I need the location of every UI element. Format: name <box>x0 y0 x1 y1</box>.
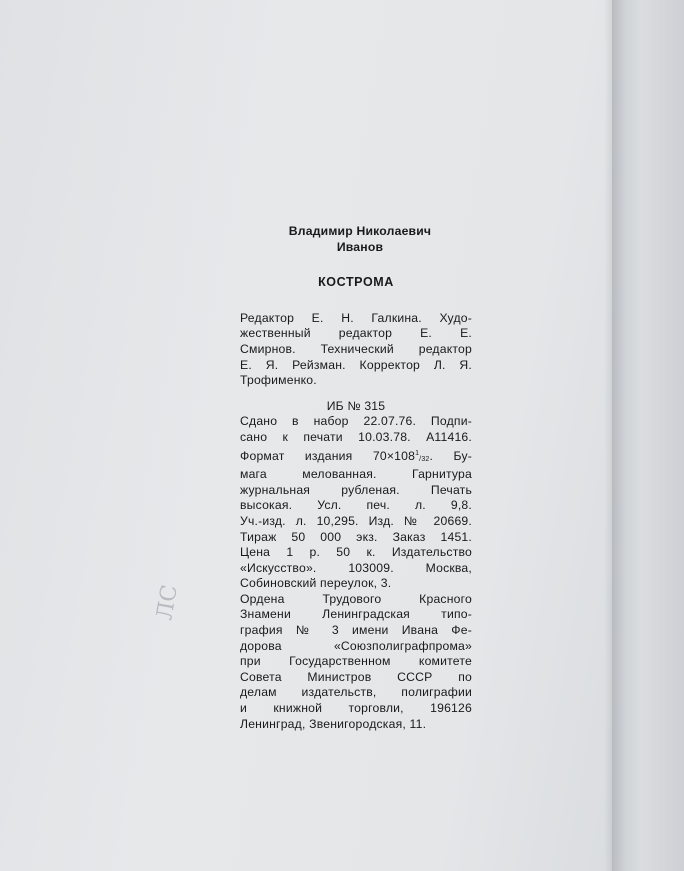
credits-line: жественный редактор Е. Е. <box>240 326 472 341</box>
ib-number: ИБ № 315 <box>326 398 386 413</box>
printer-line: при Государственном комитете <box>240 654 472 669</box>
author-first-names: Владимир Николаевич <box>288 224 432 238</box>
imprint-line: Собиновский переулок, 3. <box>240 576 392 591</box>
credits-block <box>240 311 472 389</box>
imprint-line: журнальная рубленая. Печать <box>240 482 472 497</box>
printer-line: делам издательств, полиграфии <box>240 685 472 700</box>
printer-line: и книжной торговли, 196126 <box>240 701 472 716</box>
imprint-line: сано к печати 10.03.78. А11416. <box>240 429 472 444</box>
pencil-mark: ЛС <box>152 582 183 623</box>
format-sup: 1 <box>415 449 420 457</box>
imprint-line: Уч.-изд. л. 10,295. Изд. № 20669. <box>240 513 472 528</box>
imprint-line: высокая. Усл. печ. л. 9,8. <box>240 498 472 513</box>
printer-line: Ордена Трудового Красного <box>240 591 472 606</box>
format-suffix: . Бу- <box>429 448 472 463</box>
imprint-block <box>240 414 472 592</box>
book-title: КОСТРОМА <box>318 275 394 290</box>
credits-line: Смирнов. Технический редактор <box>240 341 472 356</box>
format-sub: /32 <box>419 455 430 463</box>
imprint-line: Цена 1 р. 50 к. Издательство <box>240 545 472 560</box>
format-line <box>240 446 472 468</box>
imprint-line: «Искусство». 103009. Москва, <box>240 560 472 575</box>
credits-line: Трофименко. <box>240 373 317 388</box>
printer-line: Совета Министров СССР по <box>240 669 472 684</box>
imprint-line: Сдано в набор 22.07.76. Подпи- <box>240 414 472 429</box>
printer-line: дорова «Союзполиграфпрома» <box>240 638 472 653</box>
printer-block <box>240 592 472 732</box>
colophon <box>240 224 472 732</box>
printer-line: Ленинград, Звенигородская, 11. <box>240 716 427 731</box>
imprint-line: Тираж 50 000 экз. Заказ 1451. <box>240 529 472 544</box>
format-prefix: Формат издания 70×108 <box>240 448 416 463</box>
imprint-line: мага мелованная. Гарнитура <box>240 467 472 482</box>
author-surname: Иванов <box>336 239 384 254</box>
book-binding-edge <box>612 0 684 871</box>
printer-line: графия № 3 имени Ивана Фе- <box>240 623 472 638</box>
credits-line: Е. Я. Рейзман. Корректор Л. Я. <box>240 357 472 372</box>
printer-line: Знамени Ленинградская типо- <box>240 607 472 622</box>
author-name <box>248 224 472 255</box>
credits-line: Редактор Е. Н. Галкина. Худо- <box>240 310 472 325</box>
